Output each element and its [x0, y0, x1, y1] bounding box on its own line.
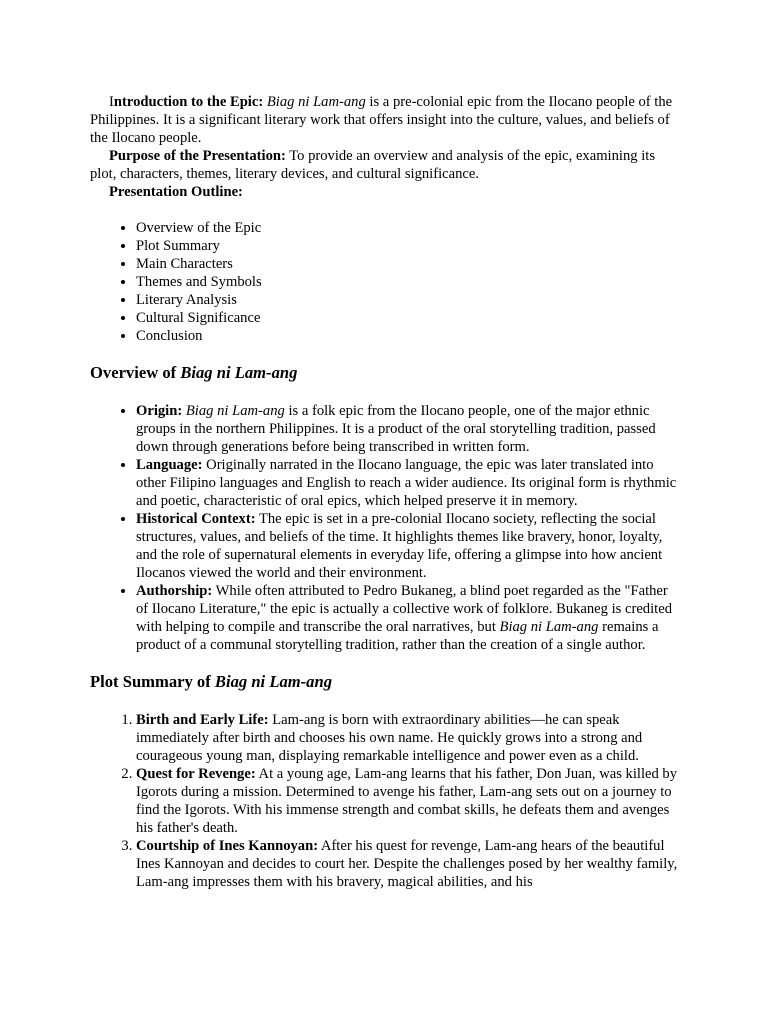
outline-item: • Overview of the Epic — [136, 219, 682, 237]
overview-heading: Overview of Biag ni Lam-ang — [90, 363, 298, 382]
intro-text: is a pre-colonial epic from the Ilocano people of the Philippines. It is a significant literary work that offers insight into the culture, values, and beliefs of the Ilocano people. — [90, 94, 673, 146]
outline-list — [90, 219, 682, 345]
overview-origin: • Origin: Biag ni Lam-ang is a folk epic from the Ilocano people, one of the major ethnic groups in the northern Philippines. It is a product of the oral storytelling tradition, passed down through generations before being transcribed in written form. — [136, 402, 682, 456]
plot-item: 3. Courtship of Ines Kannoyan: After his quest for revenge, Lam-ang hears of the beautiful Ines Kannoyan and decides to court her. Despite the challenges posed by her wealthy family, Lam-ang impresses them with his bravery, magical abilities, and his — [136, 837, 682, 891]
outline-item: • Main Characters — [136, 255, 682, 273]
purpose-paragraph — [90, 147, 682, 183]
outline-item: • Conclusion — [136, 327, 682, 345]
intro-paragraph — [90, 93, 682, 147]
plot-heading: Plot Summary of Biag ni Lam-ang — [90, 672, 333, 691]
intro-epic-title: Biag ni Lam-ang — [266, 94, 366, 110]
intro-first-letter: I — [109, 94, 114, 110]
overview-historical-context: • Historical Context: The epic is set in a pre-colonial Ilocano society, reflecting the social structures, values, and beliefs of the time. It highlights themes like bravery, honor, loyalty, and the role of supernatural elements in everyday life, offering a glimpse into how ancient Ilocanos viewed the world and their environment. — [136, 510, 682, 582]
intro-label: ntroduction to the Epic: — [113, 94, 264, 110]
overview-language: • Language: Originally narrated in the Ilocano language, the epic was later translated into other Filipino languages and English to reach a wider audience. Its original form is rhythmic and poetic, characteristic of oral epics, which helped preserve it in memory. — [136, 456, 682, 510]
document-body — [90, 93, 682, 891]
outline-heading: Presentation Outline: — [109, 184, 243, 200]
plot-item: 2. Quest for Revenge: At a young age, Lam-ang learns that his father, Don Juan, was killed by Igorots during a mission. Determined to avenge his father, Lam-ang sets out on a journey to find the Igorots. With his immense strength and combat skills, he defeats them and avenges his father's death. — [136, 765, 682, 837]
outline-item: • Plot Summary — [136, 237, 682, 255]
outline-item: • Cultural Significance — [136, 309, 682, 327]
outline-item: • Themes and Symbols — [136, 273, 682, 291]
purpose-label: Purpose of the Presentation: — [109, 148, 286, 164]
overview-list — [90, 402, 682, 654]
plot-list — [90, 711, 682, 891]
overview-authorship: • Authorship: While often attributed to Pedro Bukaneg, a blind poet regarded as the "Father of Ilocano Literature," the epic is actually a collective work of folklore. Bukaneg is credited with helping to compile and transcribe the oral narratives, but Biag ni Lam-ang remains a product of a communal storytelling tradition, rather than the creation of a single author. — [136, 582, 682, 654]
plot-item: 1. Birth and Early Life: Lam-ang is born with extraordinary abilities—he can speak immediately after birth and chooses his own name. He quickly grows into a strong and courageous young man, displaying remarkable intelligence and power even as a child. — [136, 711, 682, 765]
purpose-text: To provide an overview and analysis of the epic, examining its plot, characters, themes, literary devices, and cultural significance. — [90, 148, 655, 182]
outline-item: • Literary Analysis — [136, 291, 682, 309]
